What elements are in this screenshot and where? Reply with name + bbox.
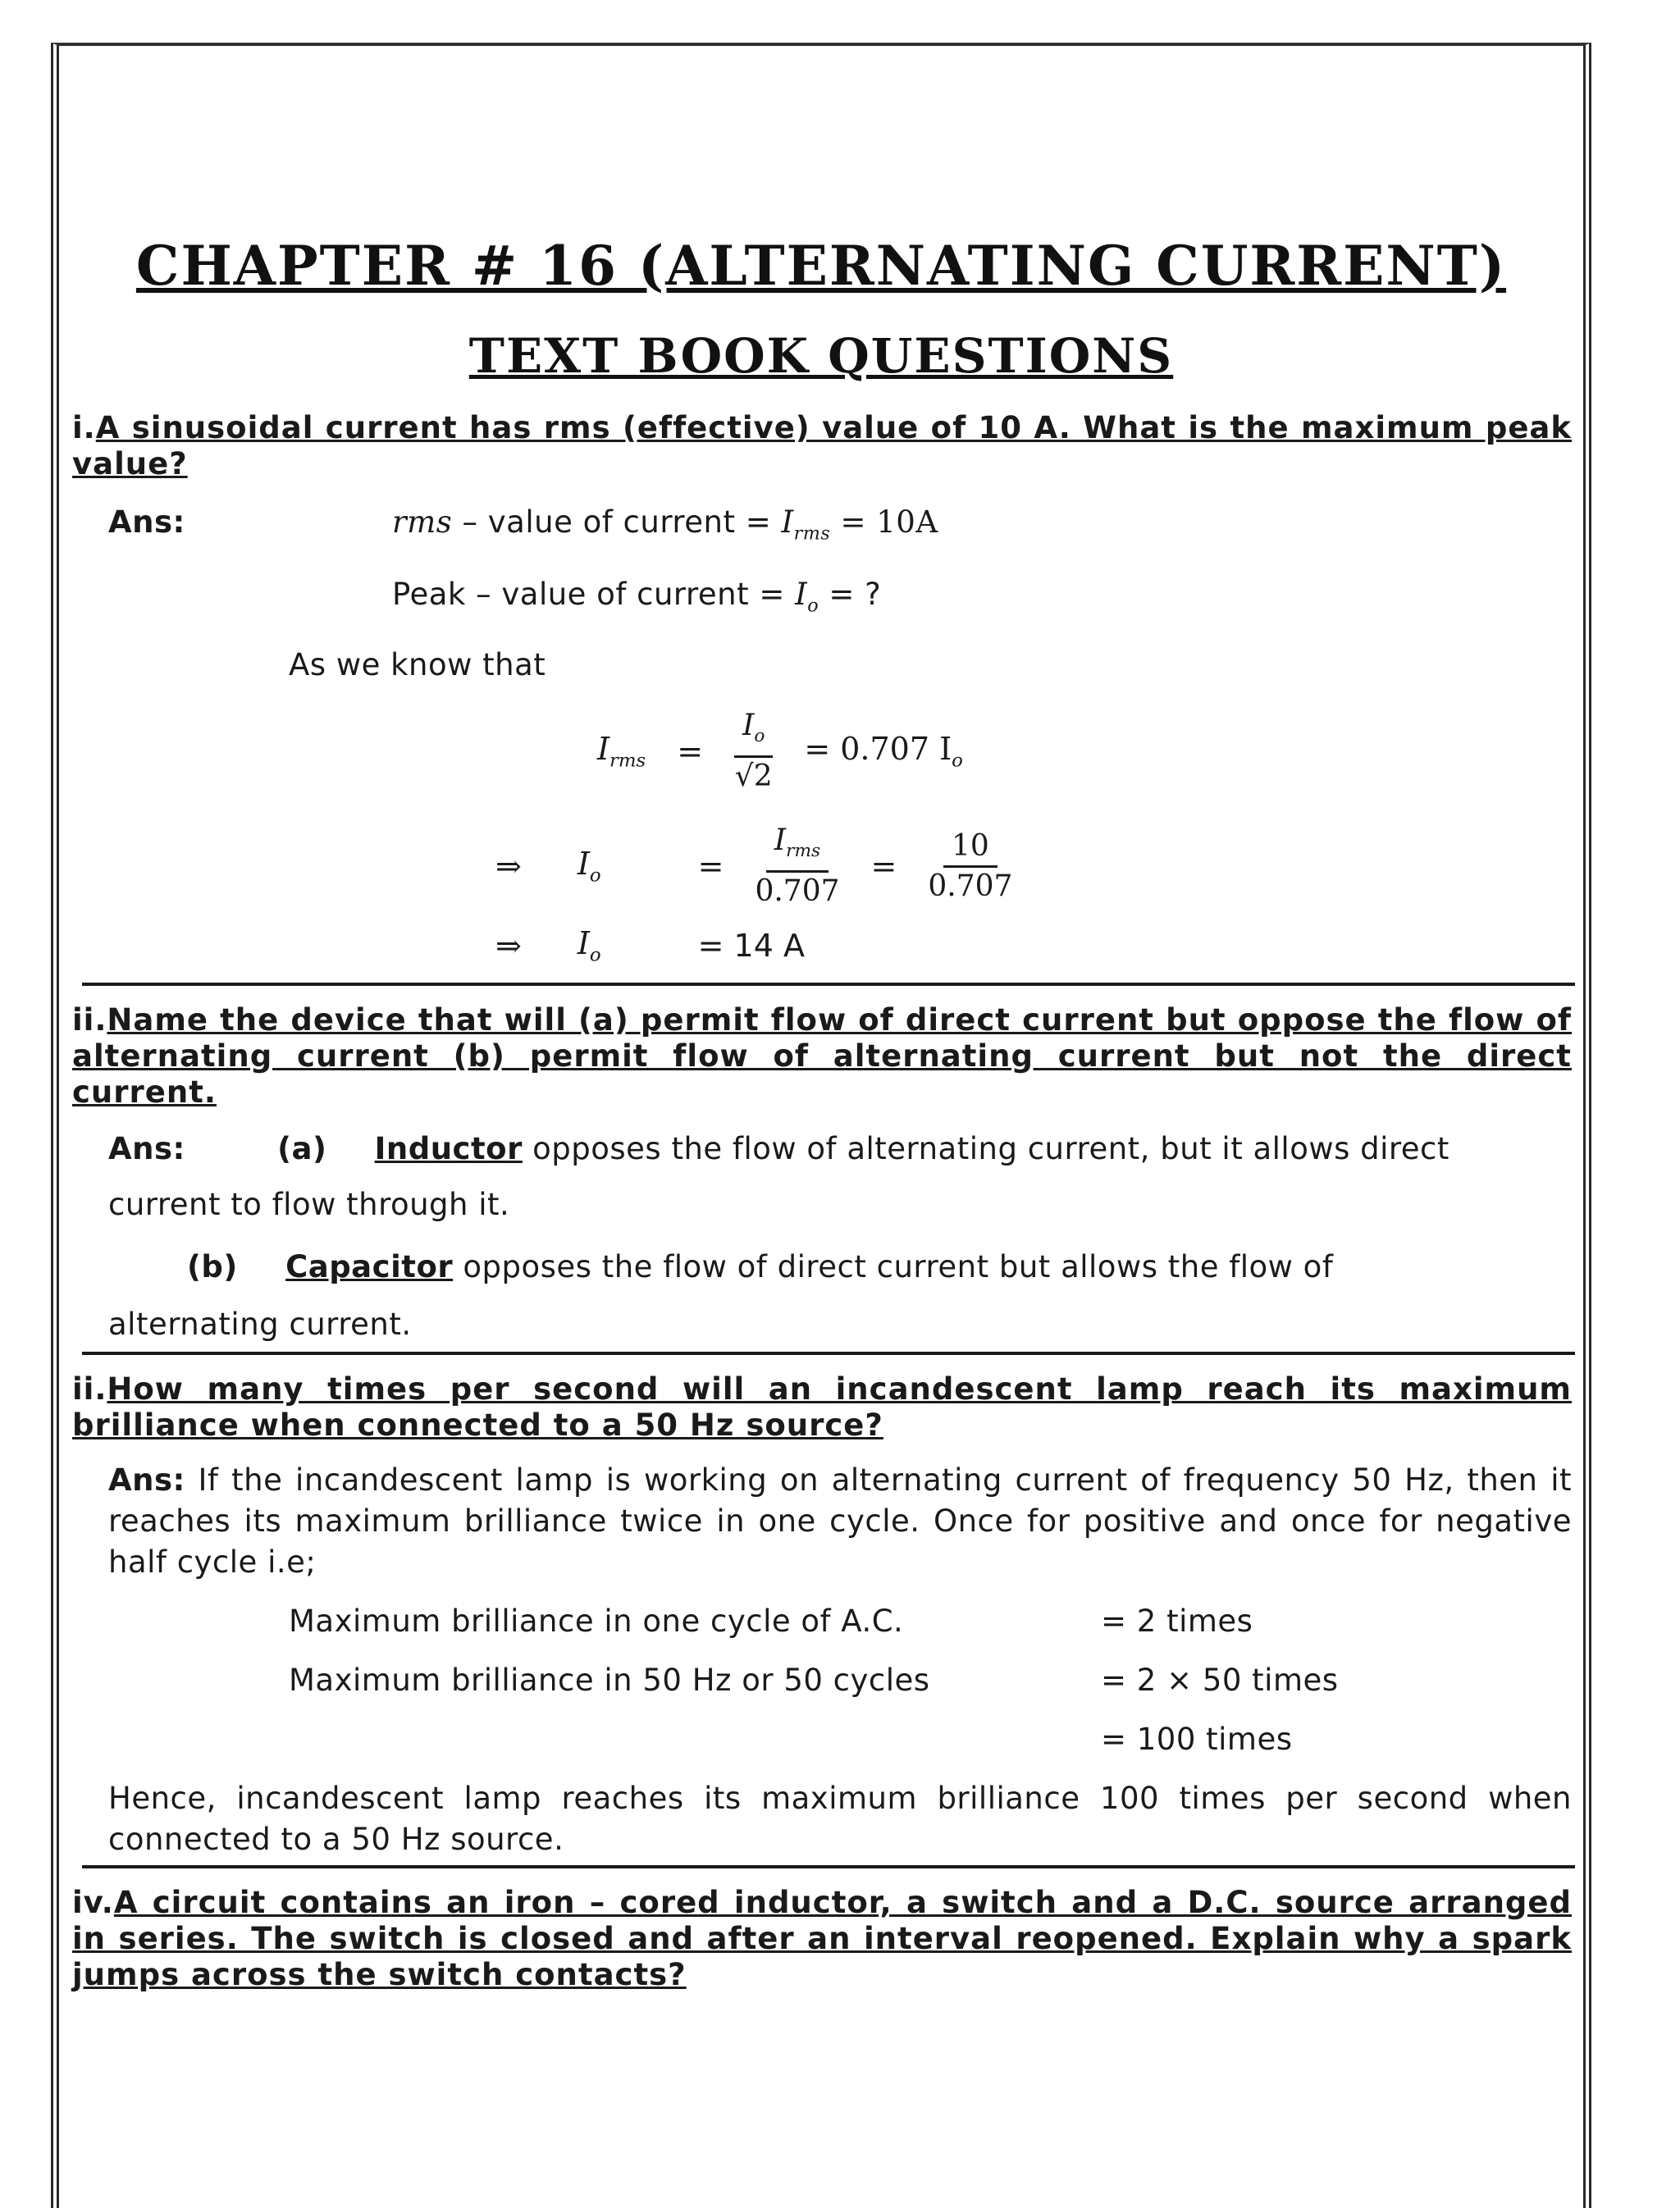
equation-1: $I_{rms}$ = $\frac{I_o}{√2}$ = 0.707 $I_o$ <box>597 707 963 796</box>
question-text: A circuit contains an iron – cored inductor, a switch and a D.C. source arranged in series. The switch is closed and after an interval reopened. Explain why a spark jumps across the switch contacts? <box>72 1885 1572 1992</box>
answer-3: Ans: If the incandescent lamp is working on alternating current of frequency 50 Hz, then it reaches its maximum brilliance twice in one cycle. Once for positive and once for negative half cycle i.e; <box>108 1462 1572 1580</box>
capacitor-term: Capacitor <box>285 1249 454 1284</box>
brilliance-row-2-label: Maximum brilliance in 50 Hz or 50 cycles <box>289 1663 930 1698</box>
rms-value-line: rms – value of current = $I_{rms} = 10A$ <box>392 504 938 545</box>
rms-word: rms <box>392 504 453 540</box>
question-1 <box>72 410 1572 482</box>
question-text: A sinusoidal current has rms (effective) value of 10 A. What is the maximum peak value? <box>72 410 1572 481</box>
question-2 <box>72 1002 1572 1111</box>
question-text: Name the device that will (a) permit flow of direct current but oppose the flow of alternating current (b) permit flow of alternating current but not the direct current. <box>72 1002 1572 1110</box>
question-4 <box>72 1885 1572 1993</box>
as-we-know: As we know that <box>289 647 546 682</box>
brilliance-row-1-value: = 2 times <box>1101 1604 1253 1639</box>
question-3 <box>72 1371 1572 1444</box>
answer-2a: Ans: (a) Inductor opposes the flow of alternating current, but it allows direct <box>108 1131 1449 1166</box>
answer-label: Ans: <box>108 1462 185 1498</box>
divider <box>82 983 1575 986</box>
fraction: $\frac{I_{rms}}{0.707}$ <box>755 823 840 909</box>
divider <box>82 1352 1575 1355</box>
fraction: $\frac{10}{0.707}$ <box>928 828 1013 903</box>
answer-label: Ans: <box>108 504 185 540</box>
equation-3: ⇒ $I_o$ = 14 A <box>495 925 805 966</box>
brilliance-row-1-label: Maximum brilliance in one cycle of A.C. <box>289 1604 904 1639</box>
answer-2b: (b) Capacitor opposes the flow of direct current but allows the flow of <box>187 1249 1334 1284</box>
inductor-term: Inductor <box>374 1131 523 1166</box>
question-number: ii. <box>72 1002 107 1038</box>
conclusion: Hence, incandescent lamp reaches its maximum brilliance 100 times per second when connected to a 50 Hz source. <box>108 1781 1572 1857</box>
answer-label: Ans: <box>108 1131 185 1166</box>
question-number: ii. <box>72 1371 107 1407</box>
fraction: $\frac{I_o}{√2}$ <box>734 709 773 794</box>
brilliance-row-3-value: = 100 times <box>1101 1722 1293 1757</box>
chapter-title: CHAPTER # 16 (ALTERNATING CURRENT) <box>135 234 1507 298</box>
divider <box>82 1865 1575 1868</box>
equation-2: ⇒ $I_o$ = $\frac{I_{rms}}{0.707}$ = $\frac{10}{0.707}$ <box>495 822 1012 910</box>
peak-value-line: Peak – value of current = $I_o$ = ? <box>392 577 882 617</box>
section-subtitle: TEXT BOOK QUESTIONS <box>468 328 1174 384</box>
question-number: iv. <box>72 1885 114 1920</box>
question-number: i. <box>72 410 96 445</box>
question-text: How many times per second will an incandescent lamp reach its maximum brilliance when connected to a 50 Hz source? <box>72 1371 1572 1443</box>
brilliance-row-2-value: = 2 × 50 times <box>1101 1663 1339 1698</box>
